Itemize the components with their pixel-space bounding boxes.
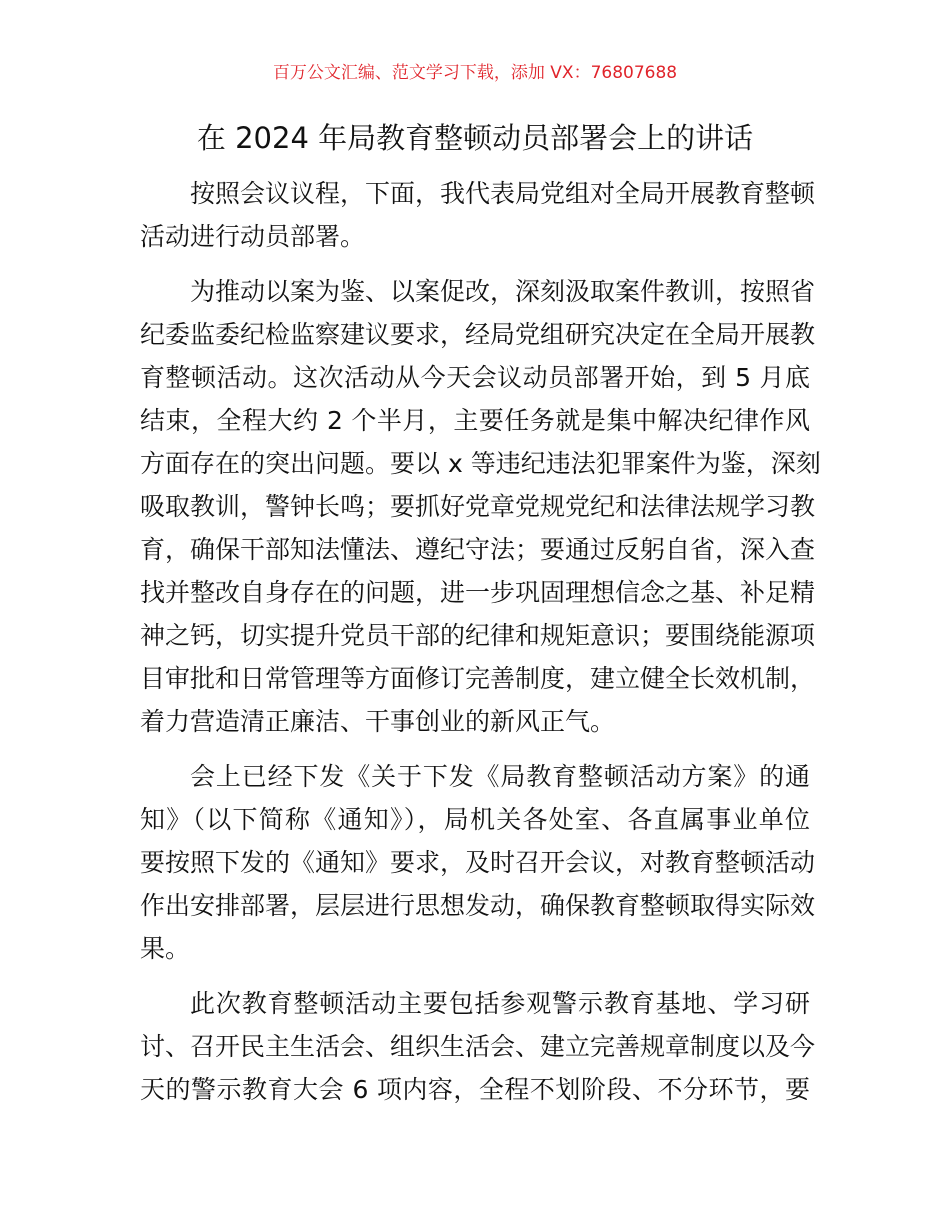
text-line: 育整顿活动。这次活动从今天会议动员部署开始，到 5 月底 xyxy=(140,363,810,392)
text-line: 按照会议议程，下面，我代表局党组对全局开展教育整顿 xyxy=(190,179,816,208)
text-line: 育，确保干部知法懂法、遵纪守法；要通过反躬自省，深入查 xyxy=(140,535,816,564)
text-line: 知》（以下简称《通知》），局机关各处室、各直属事业单位 xyxy=(140,805,810,834)
text-line: 活动进行动员部署。 xyxy=(140,222,366,251)
paragraph xyxy=(140,755,816,970)
text-line: 找并整改自身存在的问题，进一步巩固理想信念之基、补足精 xyxy=(140,578,816,607)
document-title: 在 2024 年局教育整顿动员部署会上的讲话 xyxy=(196,121,754,155)
text-line: 着力营造清正廉洁、干事创业的新风正气。 xyxy=(140,707,616,736)
paragraph xyxy=(140,172,816,258)
text-line: 神之钙，切实提升党员干部的纪律和规矩意识；要围绕能源项 xyxy=(140,621,816,650)
text-line: 为推动以案为鉴、以案促改，深刻汲取案件教训，按照省 xyxy=(190,277,816,306)
paragraph xyxy=(140,982,816,1111)
text-line: 方面存在的突出问题。要以 x 等违纪违法犯罪案件为鉴，深刻 xyxy=(140,449,821,478)
paragraph xyxy=(140,270,821,743)
text-line: 纪委监委纪检监察建议要求，经局党组研究决定在全局开展教 xyxy=(140,320,816,349)
text-line: 讨、召开民主生活会、组织生活会、建立完善规章制度以及今 xyxy=(140,1032,816,1061)
text-line: 目审批和日常管理等方面修订完善制度，建立健全长效机制， xyxy=(140,664,816,693)
text-line: 会上已经下发《关于下发《局教育整顿活动方案》的通 xyxy=(190,762,810,791)
text-line: 此次教育整顿活动主要包括参观警示教育基地、学习研 xyxy=(190,989,810,1018)
document-body xyxy=(140,172,821,1123)
text-line: 天的警示教育大会 6 项内容，全程不划阶段、不分环节，要 xyxy=(140,1075,810,1104)
text-line: 果。 xyxy=(140,934,191,963)
text-line: 结束，全程大约 2 个半月，主要任务就是集中解决纪律作风 xyxy=(140,406,810,435)
text-line: 吸取教训，警钟长鸣；要抓好党章党规党纪和法律法规学习教 xyxy=(140,492,816,521)
text-line: 要按照下发的《通知》要求，及时召开会议，对教育整顿活动 xyxy=(140,848,816,877)
text-line: 作出安排部署，层层进行思想发动，确保教育整顿取得实际效 xyxy=(140,891,816,920)
watermark-header: 百万公文汇编、范文学习下载，添加 VX：76807688 xyxy=(272,63,678,83)
